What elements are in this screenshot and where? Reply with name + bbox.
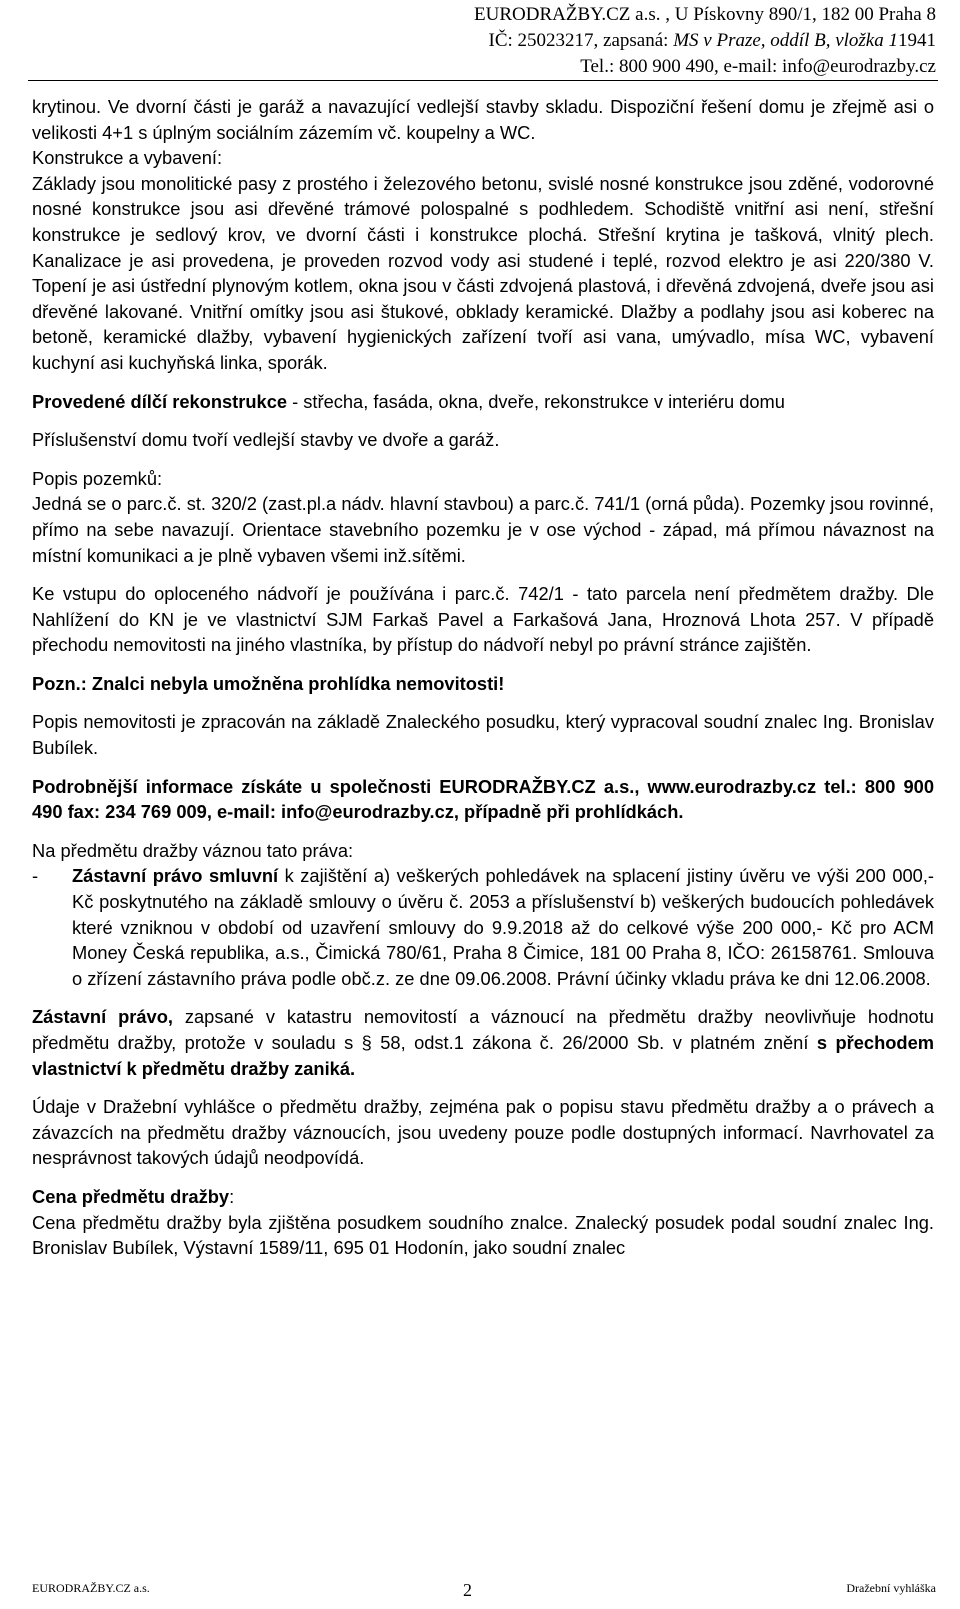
letterhead-company: EURODRAŽBY.CZ a.s. , U Pískovny 890/1, 182 00 Praha 8 (474, 4, 936, 25)
heading-prava: Na předmětu dražby váznou tato práva: (32, 839, 354, 861)
footer-document-title: Dražební vyhláška (846, 1581, 936, 1595)
letterhead-contact: Tel.: 800 900 490, e-mail: info@eurodrazby.cz (580, 56, 936, 77)
zastavni-pravo-smluvni-label: Zástavní právo smluvní (72, 865, 279, 887)
paragraph-rekonstrukce (32, 389, 934, 415)
zastavni-pravo-zanika: s přechodem vlastnictví k předmětu dražby zaniká. (32, 1032, 934, 1079)
paragraph-podrobnejsi: Podrobnější informace získáte u společnosti EURODRAŽBY.CZ a.s., www.eurodrazby.cz tel.: 800 900 490 fax: 234 769 009, e-mail: info@eurodrazby.cz, případně při prohlídkách. (32, 775, 934, 823)
paragraph-zastavni-pravo (32, 1004, 934, 1081)
paragraph-prislusenstvi: Příslušenství domu tvoří vedlejší stavby ve dvoře a garáž. (32, 429, 500, 451)
letterhead (0, 2, 960, 80)
rekonstrukce-label: Provedené dílčí rekonstrukce (32, 390, 288, 412)
footer-company: EURODRAŽBY.CZ a.s. (32, 1581, 150, 1595)
zastavni-pravo-text: zapsané v katastru nemovitostí a váznoucí na předmětu dražby neovlivňuje hodnotu předmětu dražby, protože v souladu s § 58, odst.1 zákona č. 26/2000 Sb. v platném znění (32, 1006, 934, 1053)
paragraph-konstrukce: Základy jsou monolitické pasy z prostého i železového betonu, svislé nosné konstrukce jsou zděné, vodorovné nosné konstrukce jsou asi dřevěné trámové polospalné s podhledem. Schodiště vnitřní asi není, střešní konstrukce je sedlový krov, ve dvorní části i konstrukce plochá. Střešní krytina je tašková, vlnitý plech. Kanalizace je asi provedena, je proveden rozvod vody asi studené i teplé, rozvod elektro je asi 220/380 V. Topení je asi ústřední plynovým kotlem, okna jsou v části zdvojená plastová, i dřevěná zdvojená, dveře jsou asi dřevěné lakované. Vnitřní omítky jsou asi štukové, obklady keramické. Dlažby a podlahy jsou asi koberec na betoně, keramické dlažby, vybavení hygienických zařízení tvoří asi vana, umývadlo, mísa WC, vybavení kuchyní asi kuchyňská linka, sporák. (32, 172, 934, 373)
letterhead-registration (0, 28, 960, 54)
header-divider (28, 80, 938, 81)
paragraph-popis-pozemku: Jedná se o parc.č. st. 320/2 (zast.pl.a nádv. hlavní stavbou) a parc.č. 741/1 (orná půda). Pozemky jsou rovinné, přímo na sebe navazují. Orientace stavebního pozemku je v ose východ - západ, má přímou návaznost na místní komunikaci a je plně vybaven všemi inž.sítěmi. (32, 493, 934, 566)
heading-cena (32, 1184, 934, 1210)
cena-label: Cena předmětu dražby (32, 1185, 230, 1207)
heading-popis-pozemku: Popis pozemků: (32, 467, 163, 489)
document-body (32, 94, 934, 1261)
paragraph-popis-nemovitosti: Popis nemovitosti je zpracován na základě Znaleckého posudku, který vypracoval soudní znalec Ing. Bronislav Bubílek. (32, 711, 934, 759)
list-item (32, 863, 934, 991)
paragraph-cena: Cena předmětu dražby byla zjištěna posudkem soudního znalce. Znalecký posudek podal soudní znalec Ing. Bronislav Bubílek, Výstavní 1589/11, 695 01 Hodonín, jako soudní znalec (32, 1211, 934, 1259)
list-item-text (72, 863, 934, 991)
zastavni-pravo-smluvni-text: k zajištění a) veškerých pohledávek na splacení jistiny úvěru ve výši 200 000,- Kč poskytnutého na základě smlouvy o úvěru č. 2053 a příslušenství b) veškerých budoucích pohledávek které vzniknou v období od uzavření smlouvy do 9.9.2018 až do celkové výše 200 000,- Kč pro ACM Money Česká republika, a.s., Čimická 780/61, Praha 8 Čimice, 181 00 Praha 8, IČO: 26158761. Smlouva o zřízení zástavního práva podle obč.z. ze dne 09.06.2008. Právní účinky vkladu práva ke dni 12.06.2008. (72, 865, 934, 989)
rekonstrukce-text: - střecha, fasáda, okna, dveře, rekonstrukce v interiéru domu (287, 390, 785, 412)
letterhead-ic: IČ: 25023217, zapsaná: (488, 30, 674, 51)
heading-konstrukce: Konstrukce a vybavení: (32, 147, 223, 169)
page-number: 2 (463, 1580, 472, 1600)
paragraph-udaje: Údaje v Dražební vyhlášce o předmětu dražby, zejména pak o popisu stavu předmětu dražby a o právech a závazcích na předmětu dražby váznoucích, jsou uvedeny pouze podle dostupných informací. Navrhovatel za nesprávnost takových údajů neodpovídá. (32, 1096, 934, 1169)
note-pozn: Pozn.: Znalci nebyla umožněna prohlídka nemovitosti! (32, 672, 505, 694)
paragraph-intro: krytinou. Ve dvorní části je garáž a navazující vedlejší stavby skladu. Dispoziční řešení domu je zřejmě asi o velikosti 4+1 s úplným sociálním zázemím vč. koupelny a WC. (32, 96, 934, 143)
letterhead-court: MS v Praze, oddíl B, vložka 1 (673, 30, 898, 51)
cena-colon: : (229, 1185, 235, 1207)
zastavni-pravo-label: Zástavní právo, (32, 1006, 173, 1028)
paragraph-vstup: Ke vstupu do oploceného nádvoří je používána i parc.č. 742/1 - tato parcela není předmětem dražby. Dle Nahlížení do KN je ve vlastnictví SJM Farkaš Pavel a Farkašová Jana, Hroznová Lhota 257. V případě přechodu nemovitosti na jiného vlastníka, by přístup do nádvoří nebyl po právní stránce zajištěn. (32, 583, 934, 656)
letterhead-insert: 1941 (898, 30, 936, 51)
list-dash: - (32, 865, 39, 887)
